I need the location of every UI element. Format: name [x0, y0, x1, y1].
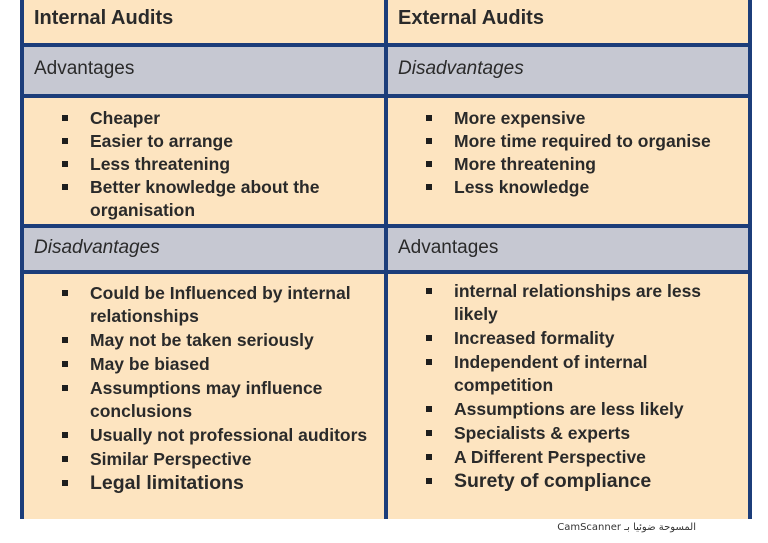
external-audits-title: External Audits — [398, 7, 544, 29]
list-item: Specialists & experts — [426, 422, 740, 445]
list-item: May be biased — [62, 353, 376, 376]
external-advantages-label: Advantages — [398, 237, 499, 258]
internal-disadvantages-list-cell — [24, 274, 384, 519]
external-advantages-list — [426, 280, 740, 494]
internal-advantages-header — [24, 47, 384, 94]
list-item: Easier to arrange — [62, 130, 376, 153]
list-item: Assumptions may influence conclusions — [62, 377, 376, 423]
camscanner-watermark: CamScanner المسوحة ضوئيا بـ — [557, 522, 696, 533]
list-item: Legal limitations — [62, 472, 376, 495]
list-item: Less threatening — [62, 153, 376, 176]
list-item: Could be Influenced by internal relationships — [62, 282, 376, 328]
internal-audits-header — [24, 0, 384, 43]
external-audits-header — [388, 0, 748, 43]
list-item: Cheaper — [62, 107, 376, 130]
list-item: Usually not professional auditors — [62, 424, 376, 447]
list-item: A Different Perspective — [426, 446, 740, 469]
audit-comparison-table — [20, 0, 752, 519]
internal-advantages-label: Advantages — [34, 58, 135, 79]
list-item: More threatening — [426, 153, 740, 176]
external-disadvantages-list-cell — [388, 98, 748, 224]
list-item: May not be taken seriously — [62, 329, 376, 352]
list-item: Similar Perspective — [62, 448, 376, 471]
internal-advantages-list-cell — [24, 98, 384, 224]
internal-advantages-list — [62, 107, 376, 222]
internal-audits-title: Internal Audits — [34, 7, 174, 29]
external-advantages-header — [388, 228, 748, 270]
list-item: Independent of internal competition — [426, 351, 740, 397]
list-item: Less knowledge — [426, 176, 740, 199]
external-disadvantages-header — [388, 47, 748, 94]
external-advantages-list-cell — [388, 274, 748, 519]
list-item: Assumptions are less likely — [426, 398, 740, 421]
list-item: internal relationships are less likely — [426, 280, 740, 326]
external-disadvantages-label: Disadvantages — [398, 58, 524, 79]
external-disadvantages-list — [426, 107, 740, 199]
list-item: Better knowledge about the organisation — [62, 176, 376, 222]
internal-disadvantages-header — [24, 228, 384, 270]
internal-disadvantages-label: Disadvantages — [34, 237, 160, 258]
list-item: Surety of compliance — [426, 470, 740, 493]
internal-disadvantages-list — [62, 282, 376, 496]
list-item: Increased formality — [426, 327, 740, 350]
list-item: More time required to organise — [426, 130, 740, 153]
list-item: More expensive — [426, 107, 740, 130]
